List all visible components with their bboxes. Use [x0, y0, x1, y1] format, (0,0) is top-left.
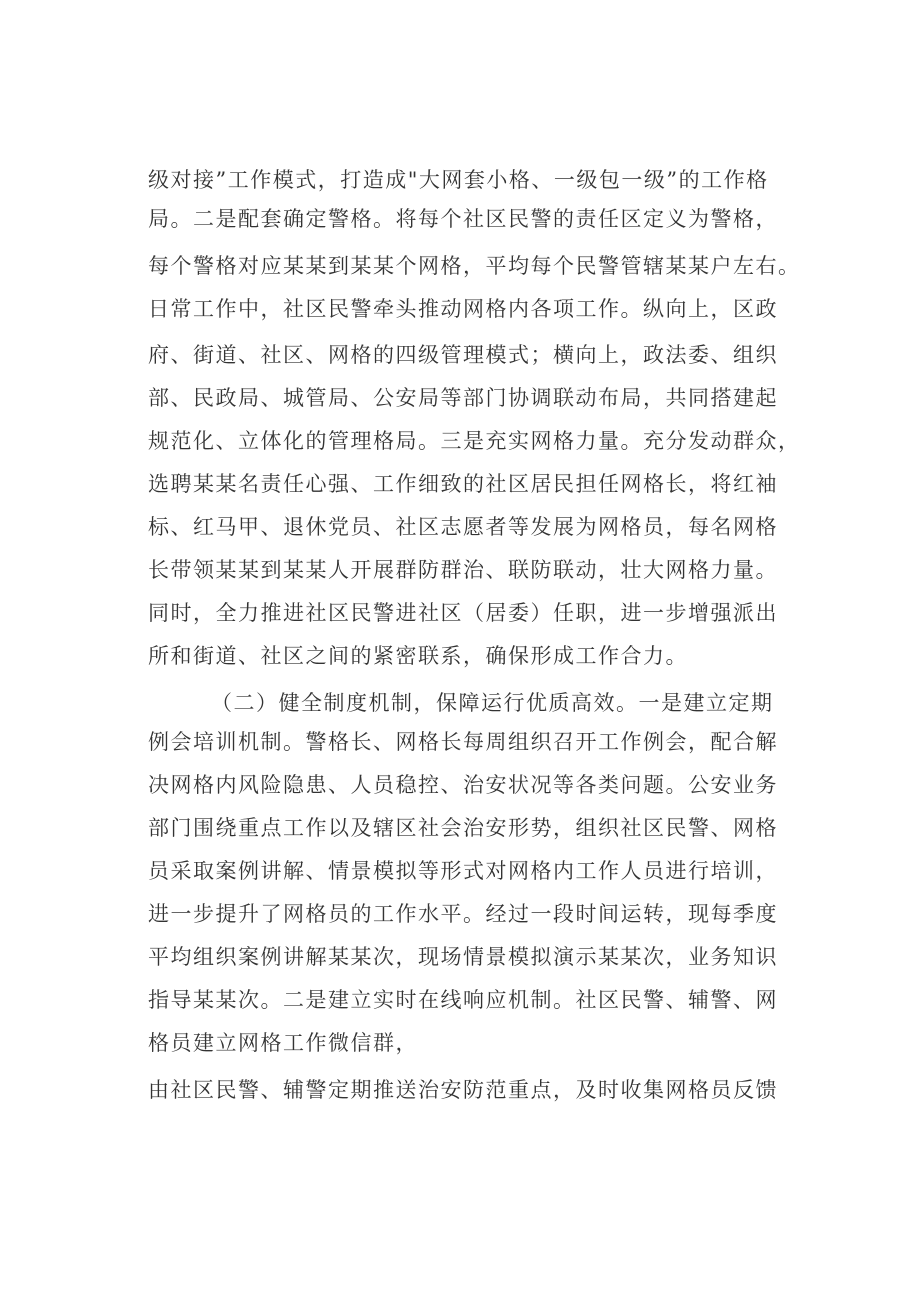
- text-line: 规范化、立体化的管理格局。三是充实网格力量。充分发动群众，: [148, 429, 801, 453]
- text-line: 日常工作中，社区民警牵头推动网格内各项工作。纵向上，区政: [148, 297, 778, 321]
- text-line: 格员建立网格工作微信群，: [148, 1031, 418, 1055]
- text-line: 例会培训机制。警格长、网格长每周组织召开工作例会，配合解: [148, 730, 778, 754]
- text-line: 每个警格对应某某到某某个网格，平均每个民警管辖某某户左右。: [148, 254, 801, 278]
- text-line: 同时，全力推进社区民警进社区（居委）任职，进一步增强派出: [148, 601, 778, 625]
- text-line: 标、红马甲、退休党员、社区志愿者等发展为网格员，每名网格: [148, 515, 778, 539]
- text-line: 选聘某某名责任心强、工作细致的社区居民担任网格长，将红袖: [148, 472, 778, 496]
- text-line: 府、街道、社区、网格的四级管理模式；横向上，政法委、组织: [148, 343, 778, 367]
- text-line: 由社区民警、辅警定期推送治安防范重点，及时收集网格员反馈: [148, 1078, 778, 1102]
- text-line: 级对接”工作模式，打造成"大网套小格、一级包一级”的工作格: [148, 168, 769, 192]
- text-line: 局。二是配套确定警格。将每个社区民警的责任区定义为警格，: [148, 207, 778, 231]
- text-line: 平均组织案例讲解某某次，现场情景模拟演示某某次，业务知识: [148, 945, 778, 969]
- text-line: 指导某某次。二是建立实时在线响应机制。社区民警、辅警、网: [148, 988, 778, 1012]
- text-line: 部、民政局、城管局、公安局等部门协调联动布局，共同搭建起: [148, 386, 778, 410]
- text-line: 员采取案例讲解、情景模拟等形式对网格内工作人员进行培训，: [148, 859, 778, 883]
- text-line: 进一步提升了网格员的工作水平。经过一段时间运转，现每季度: [148, 902, 778, 926]
- text-line: 决网格内风险隐患、人员稳控、治安状况等各类问题。公安业务: [148, 773, 778, 797]
- text-line: 部门围绕重点工作以及辖区社会治安形势，组织社区民警、网格: [148, 816, 778, 840]
- text-line: 所和街道、社区之间的紧密联系，确保形成工作合力。: [148, 644, 688, 668]
- section-heading-line: （二）健全制度机制，保障运行优质高效。一是建立定期: [211, 691, 774, 715]
- text-line: 长带领某某到某某人开展群防群治、联防联动，壮大网格力量。: [148, 558, 778, 582]
